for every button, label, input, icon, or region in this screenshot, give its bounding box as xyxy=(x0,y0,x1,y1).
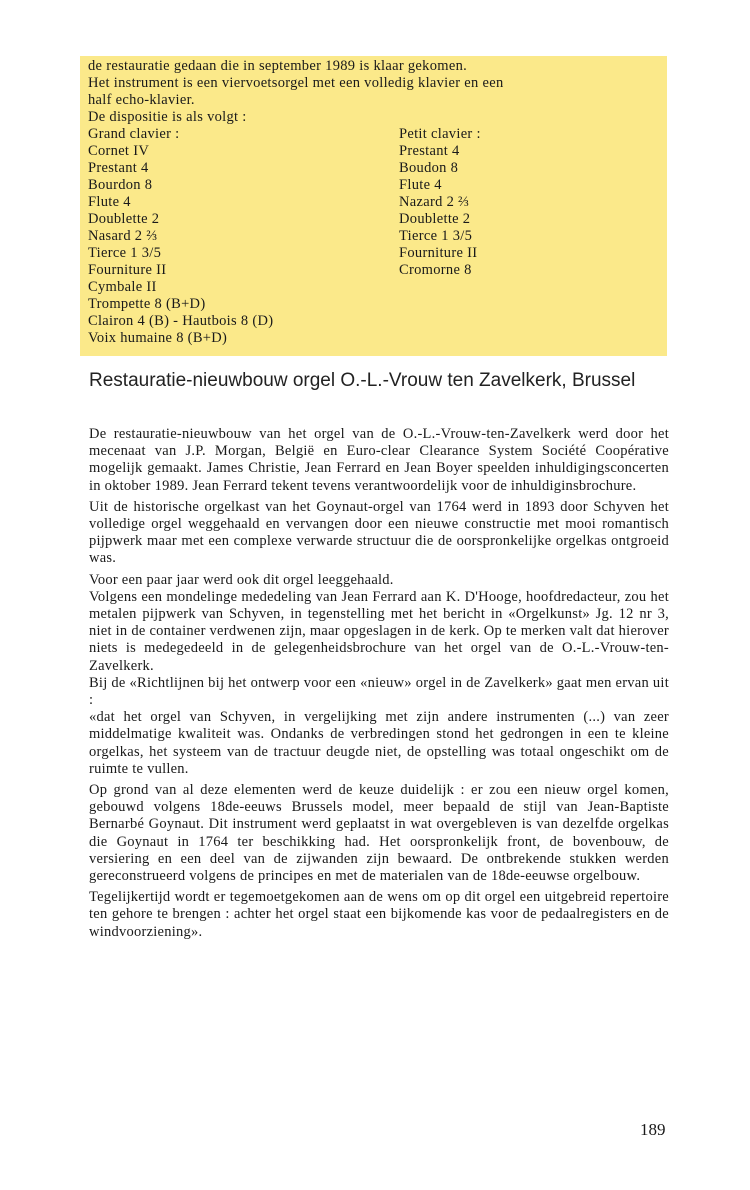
stop-item: Flute 4 xyxy=(88,194,131,210)
stop-item: Trompette 8 (B+D) xyxy=(88,296,206,312)
stop-item: Fourniture II xyxy=(399,245,478,261)
organ-specification-box xyxy=(80,56,667,356)
stop-item: Nazard 2 ⅔ xyxy=(399,194,470,210)
stop-item: Doublette 2 xyxy=(399,211,471,227)
petit-clavier-column xyxy=(399,126,659,347)
spec-intro-line: half echo-klavier. xyxy=(88,92,195,108)
article-body xyxy=(89,426,669,945)
page-number: 189 xyxy=(640,1120,666,1139)
stop-item: Fourniture II xyxy=(88,262,167,278)
paragraph: Bij de «Richtlijnen bij het ontwerp voor een «nieuw» orgel in de Zavelkerk» gaat men ervan uit : xyxy=(89,674,669,709)
paragraph: Uit de historische orgelkast van het Goynaut-orgel van 1764 werd in 1893 door Schyven het volledige orgel weggehaald en vervangen door een nieuwe constructie met mooi romantisch pijpwerk maar met een complexe verwarde structuur die de oorspronkelijke orgelkas ontgroeid was. xyxy=(89,498,669,567)
paragraph: Tegelijkertijd wordt er tegemoetgekomen aan de wens om op dit orgel een uitgebreid repertoire ten gehore te brengen : achter het orgel staat een bijkomende kas voor de pedaalregisters en de windvoorziening». xyxy=(89,889,669,940)
spec-intro-line: Het instrument is een viervoetsorgel met een volledig klavier en een xyxy=(88,75,504,91)
spec-intro-line: De dispositie is als volgt : xyxy=(88,109,247,125)
paragraph: Voor een paar jaar werd ook dit orgel leeggehaald. xyxy=(89,571,394,588)
stop-item: Clairon 4 (B) - Hautbois 8 (D) xyxy=(88,313,274,329)
stop-item: Cornet IV xyxy=(88,143,150,159)
stop-item: Doublette 2 xyxy=(88,211,160,227)
stop-item: Flute 4 xyxy=(399,177,442,193)
stop-item: Prestant 4 xyxy=(88,160,149,176)
stop-item: Voix humaine 8 (B+D) xyxy=(88,330,228,346)
article-heading: Restauratie-nieuwbouw orgel O.-L.-Vrouw ten Zavelkerk, Brussel xyxy=(89,370,636,391)
stop-item: Bourdon 8 xyxy=(88,177,153,193)
paragraph: Op grond van al deze elementen werd de keuze duidelijk : er zou een nieuw orgel komen, gebouwd volgens 18de-eeuws Brussels model, meer bepaald de stijl van Jean-Baptiste Bernarbé Goynaut. Dit instrument werd geplaatst in wat overgebleven is van dezelfde orgelkas die Goynaut in 1764 ter beschikking had. Het oorspronkelijk front, de bovenbouw, de versiering en een deel van de zijwanden zijn bewaard. De ontbrekende stukken werden gereconstrueerd volgens de principes en met de materialen van de 18de-eeuwse orgelbouw. xyxy=(89,782,669,885)
stop-columns xyxy=(88,126,659,347)
petit-clavier-title: Petit clavier : xyxy=(399,126,481,142)
stop-item: Tierce 1 3/5 xyxy=(88,245,162,261)
spec-intro-line: de restauratie gedaan die in september 1989 is klaar gekomen. xyxy=(88,58,468,74)
paragraph: Volgens een mondelinge mededeling van Jean Ferrard aan K. D'Hooge, hoofdredacteur, zou het metalen pijpwerk van Schyven, in tegenstelling met het bericht in «Orgelkunst» Jg. 12 nr 3, niet in de container verdwenen zijn, maar opgeslagen in de kerk. Op te merken valt dat hierover niets is medegedeeld in de gelegenheidsbrochure van het orgel van de O.-L.-Vrouw-ten-Zavelkerk. xyxy=(89,588,669,674)
paragraph: De restauratie-nieuwbouw van het orgel van de O.-L.-Vrouw-ten-Zavelkerk werd door het mecenaat van J.P. Morgan, België en Euro-clear Clearance System Société Coopérative mogelijk gemaakt. James Christie, Jean Ferrard en Jean Boyer speelden inhuldigingsconcerten in oktober 1989. Jean Ferrard tekent tevens verantwoordelijk voor de inhuldiginsbrochure. xyxy=(89,426,669,494)
stop-item: Tierce 1 3/5 xyxy=(399,228,473,244)
quote-paragraph: «dat het orgel van Schyven, in vergelijking met zijn andere instrumenten (...) van zeer middelmatige kwaliteit was. Ondanks de verbredingen stond het gedrongen in een te kleine orgelkas, het systeem van de tractuur deugde niet, de opstelling was totaal ongeschikt om de ruimte te vullen. xyxy=(89,709,669,777)
stop-item: Cymbale II xyxy=(88,279,157,295)
grand-clavier-column xyxy=(88,126,399,347)
spec-intro xyxy=(88,58,659,126)
stop-item: Nasard 2 ⅔ xyxy=(88,228,158,244)
grand-clavier-title: Grand clavier : xyxy=(88,126,180,142)
stop-item: Prestant 4 xyxy=(399,143,460,159)
stop-item: Boudon 8 xyxy=(399,160,459,176)
stop-item: Cromorne 8 xyxy=(399,262,472,278)
